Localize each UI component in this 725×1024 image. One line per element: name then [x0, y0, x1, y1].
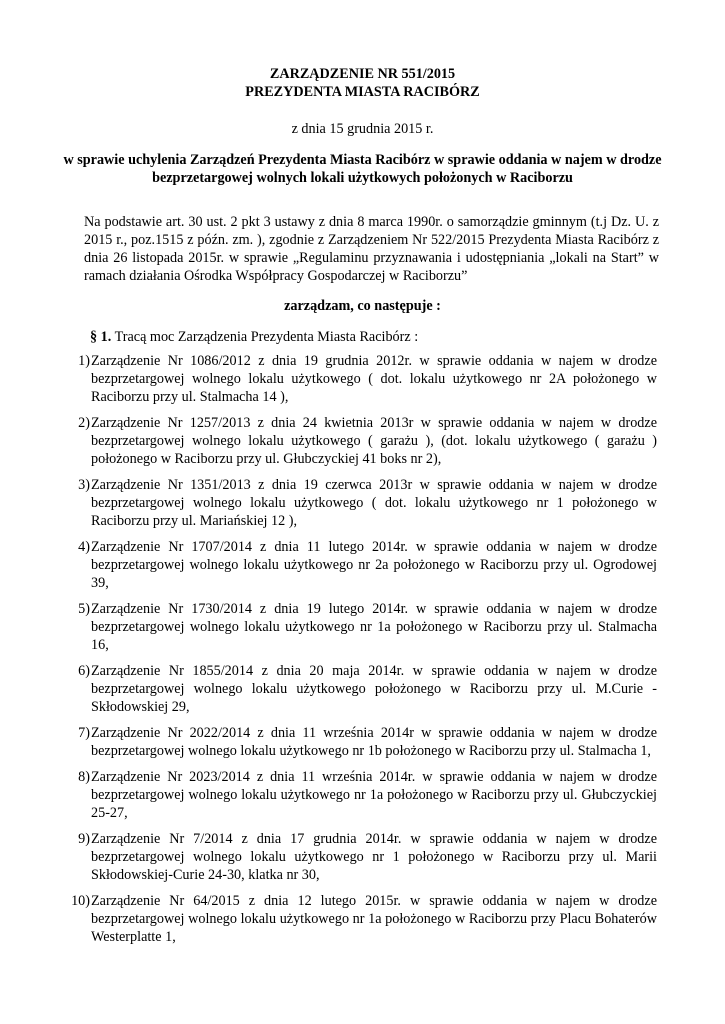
document-title-line2: PREZYDENTA MIASTA RACIBÓRZ	[245, 84, 480, 100]
order-heading: zarządzam, co następuje :	[284, 298, 441, 314]
document-date: z dnia 15 grudnia 2015 r.	[291, 121, 434, 137]
list-item	[0, 352, 725, 406]
list-item-number: 8)	[78, 769, 90, 785]
list-item-text: Zarządzenie Nr 2023/2014 z dnia 11 września 2014r. w sprawie oddania w najem w drodze bezprzetargowej wolnego lokalu użytkowego nr 1a położonego w Raciborzu przy ul. Głubczyckiej 25-27,	[91, 769, 657, 821]
list-item-text: Zarządzenie Nr 2022/2014 z dnia 11 września 2014r w sprawie oddania w najem w drodze bezprzetargowej wolnego lokalu użytkowego nr 1b położonego w Raciborzu przy ul. Stalmacha 1,	[91, 725, 657, 759]
section-1-text: Tracą moc Zarządzenia Prezydenta Miasta Racibórz :	[114, 329, 419, 345]
list-item	[0, 830, 725, 884]
list-item-number: 2)	[78, 415, 90, 431]
list-item-number: 5)	[78, 601, 90, 617]
document-title-line1: ZARZĄDZENIE NR 551/2015	[269, 66, 456, 82]
list-item	[0, 662, 725, 716]
list-item-text: Zarządzenie Nr 1707/2014 z dnia 11 lutego 2014r. w sprawie oddania w najem w drodze bezprzetargowej wolnego lokalu użytkowego nr 2a położonego w Raciborzu przy ul. Ogrodowej 39,	[91, 539, 657, 591]
list-item	[0, 538, 725, 592]
list-item-number: 7)	[78, 725, 90, 741]
section-1	[90, 328, 650, 346]
list-item	[0, 768, 725, 822]
list-item-text: Zarządzenie Nr 1257/2013 z dnia 24 kwietnia 2013r w sprawie oddania w najem w drodze bezprzetargowej wolnego lokalu użytkowego ( garażu ), (dot. lokalu użytkowego ( garażu ) położonego w Raciborzu przy ul. Głubczyckiej 41 boks nr 2),	[91, 415, 657, 467]
list-item-number: 9)	[78, 831, 90, 847]
list-item	[0, 724, 725, 760]
list-item	[0, 600, 725, 654]
list-item	[0, 414, 725, 468]
list-item	[0, 892, 725, 946]
list-item-text: Zarządzenie Nr 1855/2014 z dnia 20 maja 2014r. w sprawie oddania w najem w drodze bezprzetargowej wolnego lokalu użytkowego położonego w Raciborzu przy ul. M.Curie - Skłodowskiej 29,	[91, 663, 657, 715]
list-item-number: 1)	[78, 353, 90, 369]
list-item-text: Zarządzenie Nr 64/2015 z dnia 12 lutego 2015r. w sprawie oddania w najem w drodze bezprzetargowej wolnego lokalu użytkowego nr 1a położonego w Raciborzu przy Placu Bohaterów Westerplatte 1,	[91, 893, 657, 945]
list-item-number: 10)	[71, 893, 90, 909]
list-item	[0, 476, 725, 530]
list-item-text: Zarządzenie Nr 1351/2013 z dnia 19 czerwca 2013r w sprawie oddania w najem w drodze bezprzetargowej wolnego lokalu użytkowego ( dot. lokalu użytkowego nr 1 położonego w Raciborzu przy ul. Mariańskiej 12 ),	[91, 477, 657, 529]
repealed-orders-list	[0, 352, 725, 954]
list-item-number: 4)	[78, 539, 90, 555]
document-subject: w sprawie uchylenia Zarządzeń Prezydenta Miasta Racibórz w sprawie oddania w najem w drodze bezprzetargowej wolnych lokali użytkowych położonych w Raciborzu	[63, 152, 662, 186]
legal-basis-paragraph: Na podstawie art. 30 ust. 2 pkt 3 ustawy z dnia 8 marca 1990r. o samorządzie gminnym (t.j Dz. U. z 2015 r., poz.1515 z późn. zm. ), zgodnie z Zarządzeniem Nr 522/2015 Prezydenta Miasta Racibórz z dnia 26 listopada 2015r. w sprawie „Regulaminu przyznawania i udostępniania „lokali na Start” w ramach działania Ośrodka Współpracy Gospodarczej w Raciborzu”	[84, 214, 659, 284]
list-item-text: Zarządzenie Nr 1730/2014 z dnia 19 lutego 2014r. w sprawie oddania w najem w drodze bezprzetargowej wolnego lokalu użytkowego nr 1a położonego w Raciborzu przy ul. Stalmacha 16,	[91, 601, 657, 653]
section-1-number: § 1.	[90, 329, 112, 345]
list-item-text: Zarządzenie Nr 7/2014 z dnia 17 grudnia 2014r. w sprawie oddania w najem w drodze bezprzetargowej wolnego lokalu użytkowego nr 1 położonego w Raciborzu przy ul. Marii Skłodowskiej-Curie 24-30, klatka nr 30,	[91, 831, 657, 883]
list-item-number: 6)	[78, 663, 90, 679]
list-item-number: 3)	[78, 477, 90, 493]
list-item-text: Zarządzenie Nr 1086/2012 z dnia 19 grudnia 2012r. w sprawie oddania w najem w drodze bezprzetargowej wolnego lokalu użytkowego ( dot. lokalu użytkowego nr 2A położonego w Raciborzu przy ul. Stalmacha 14 ),	[91, 353, 657, 405]
